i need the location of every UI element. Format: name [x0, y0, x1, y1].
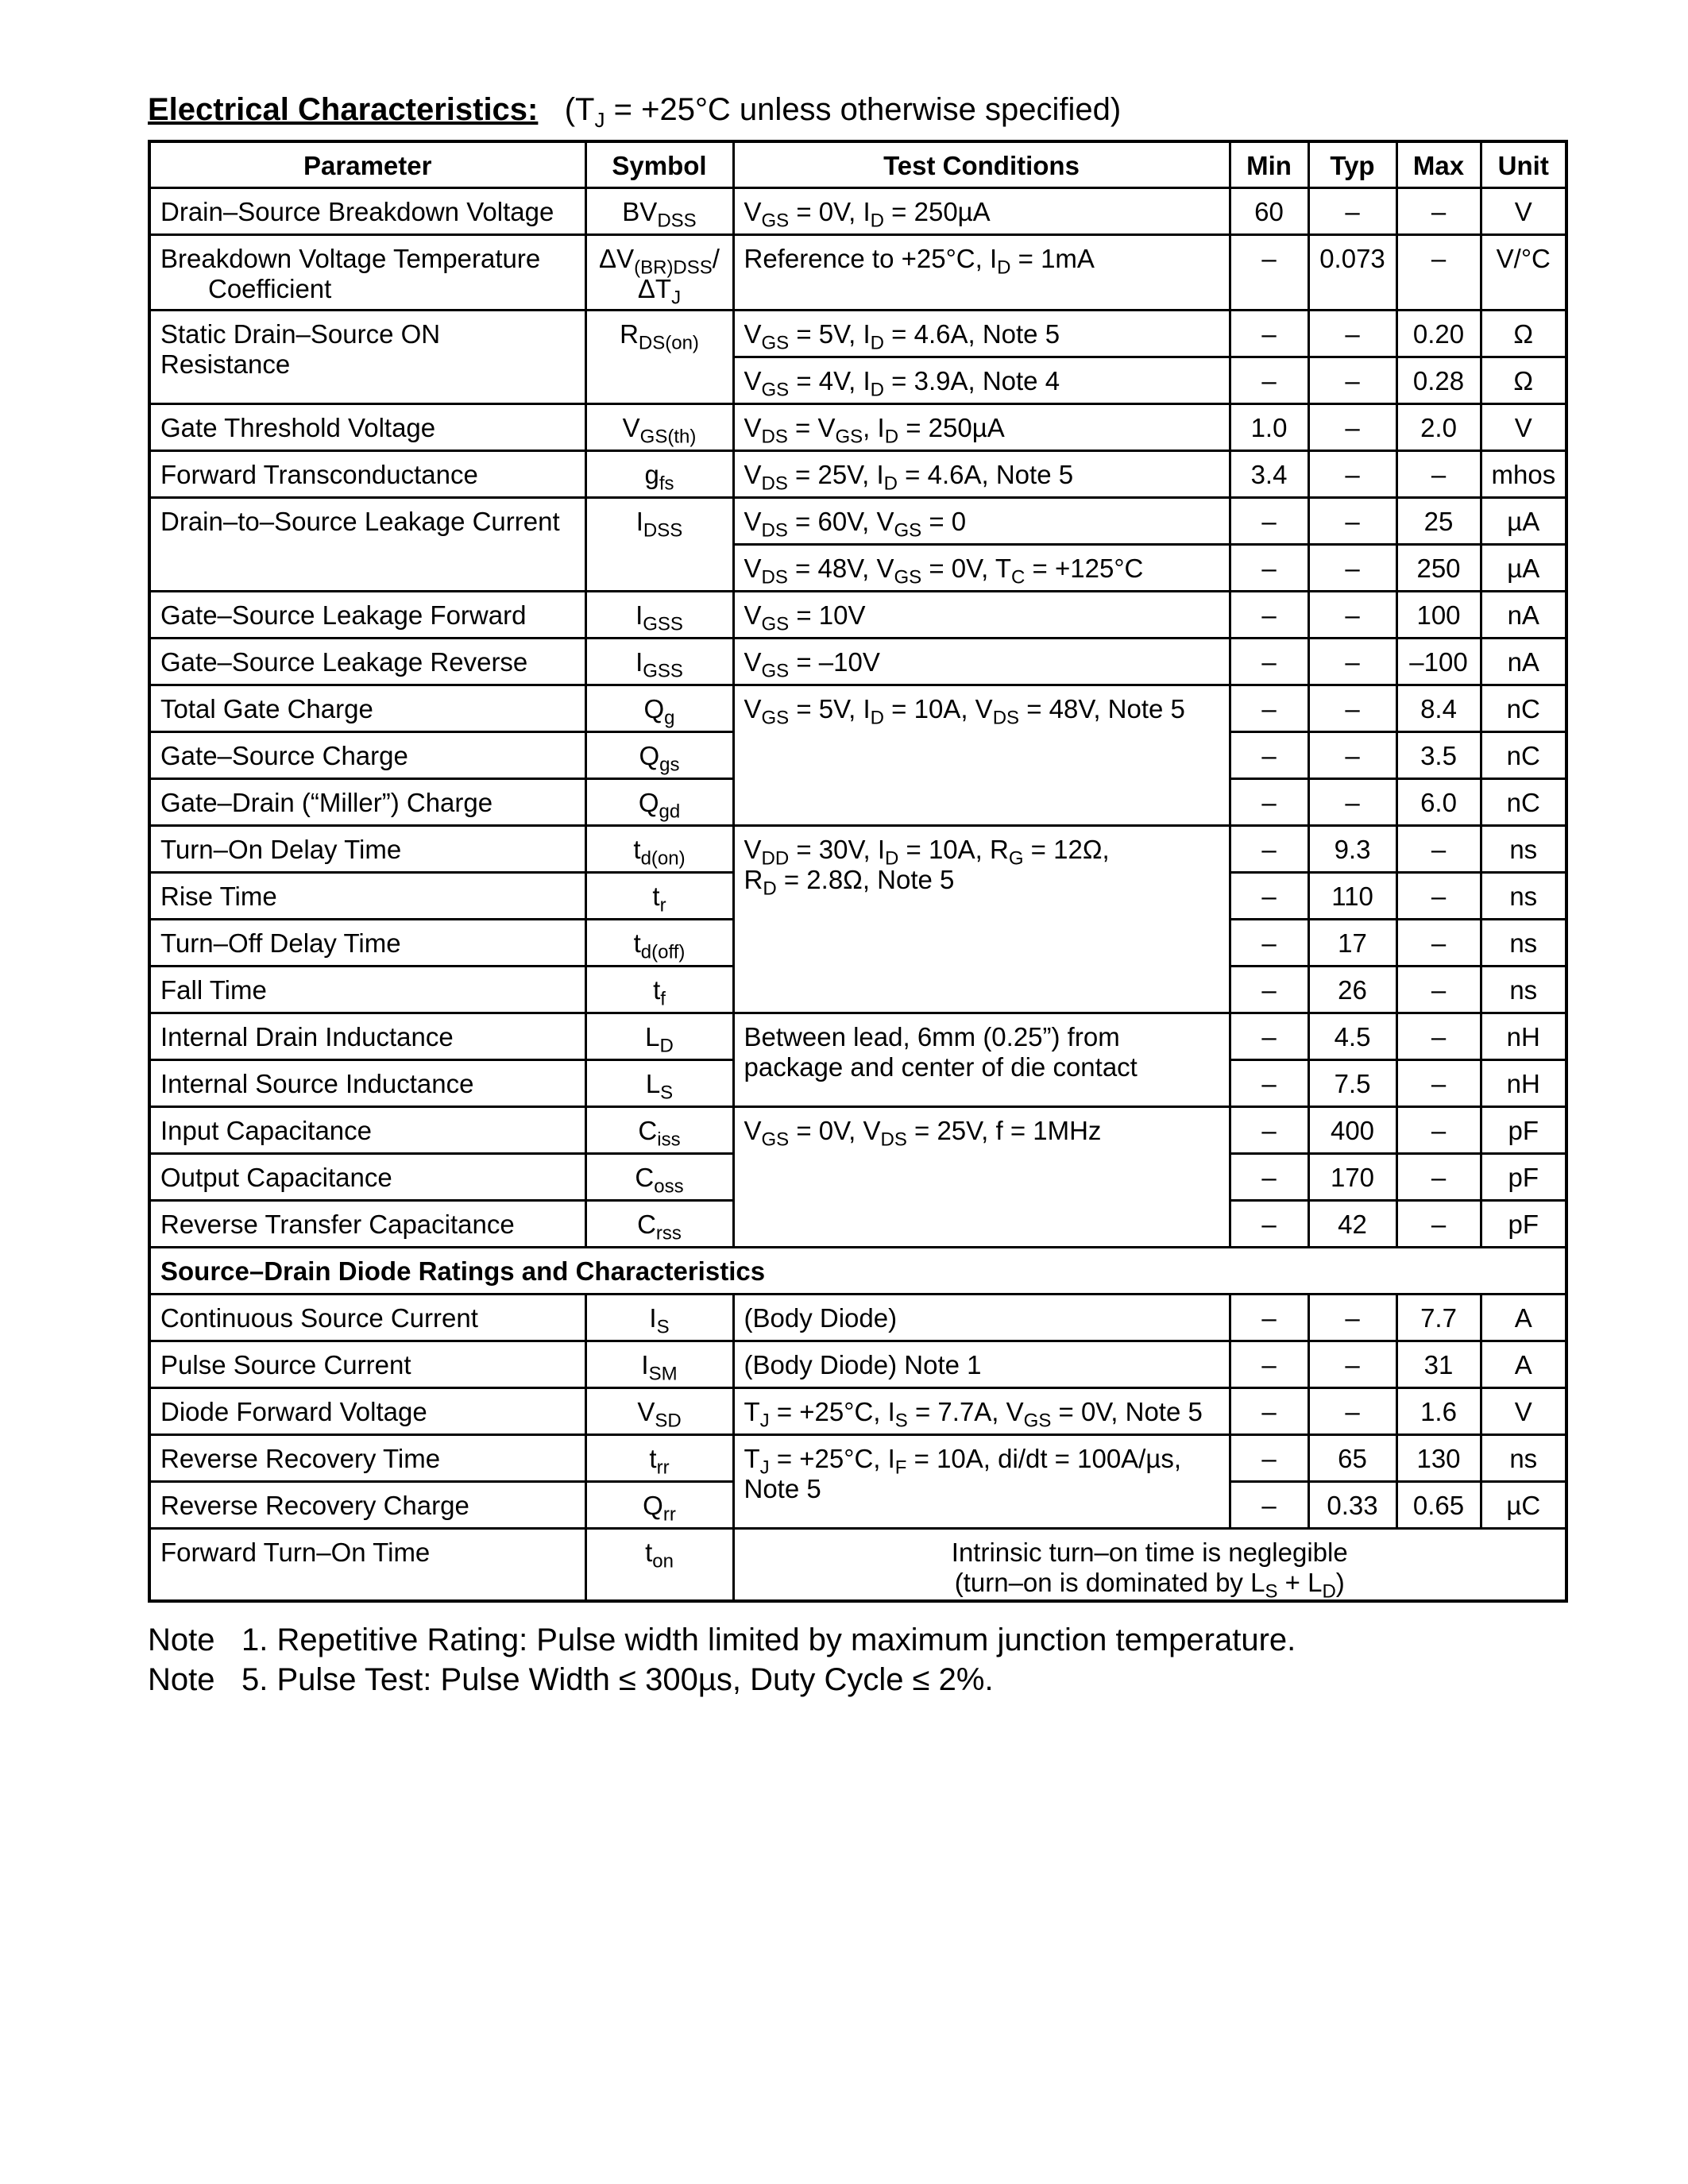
table-row: [149, 450, 1566, 497]
max-cell: 1.6: [1396, 1387, 1481, 1434]
min-cell: –: [1230, 825, 1308, 872]
min-cell: –: [1230, 1434, 1308, 1481]
condition-cell: $V_{DD} = 30V$, $I_D = 10A$, $R_G = 12\Omega$, $R_D = 2.8\Omega$, Note 5: [733, 825, 1230, 1013]
typ-cell: –: [1308, 1341, 1396, 1387]
unit-cell: pF: [1481, 1106, 1566, 1153]
symbol-cell: $V_{GS(th)}$: [585, 403, 733, 450]
min-cell: –: [1230, 1200, 1308, 1247]
max-cell: –: [1396, 919, 1481, 966]
max-cell: 8.4: [1396, 685, 1481, 731]
symbol-cell: $C_{iss}$: [585, 1106, 733, 1153]
condition-cell: $V_{DS} = 60V$, $V_{GS} = 0$: [733, 497, 1230, 544]
min-cell: 1.0: [1230, 403, 1308, 450]
max-cell: –: [1396, 234, 1481, 310]
unit-cell: µC: [1481, 1481, 1566, 1528]
condition-cell: $V_{GS} = 0V$, $I_D = 250\mu A$: [733, 187, 1230, 234]
param-cell: Reverse Transfer Capacitance: [149, 1200, 585, 1247]
header-typ: Typ: [1308, 141, 1396, 187]
typ-cell: –: [1308, 403, 1396, 450]
symbol-cell: $I_{GSS}$: [585, 591, 733, 638]
min-cell: –: [1230, 1481, 1308, 1528]
unit-cell: µA: [1481, 544, 1566, 591]
typ-cell: 110: [1308, 872, 1396, 919]
condition-cell: $V_{GS} = 10V$: [733, 591, 1230, 638]
section-row: [149, 1247, 1566, 1294]
note-5: Note 5. Pulse Test: Pulse Width ≤ 300µs, Duty Cycle ≤ 2%.: [148, 1662, 994, 1697]
max-cell: –: [1396, 1153, 1481, 1200]
param-cell: Input Capacitance: [149, 1106, 585, 1153]
condition-cell: (Body Diode) Note 1: [733, 1341, 1230, 1387]
typ-cell: 170: [1308, 1153, 1396, 1200]
param-cell: Internal Drain Inductance: [149, 1013, 585, 1059]
header-parameter: Parameter: [149, 141, 585, 187]
symbol-cell: $t_r$: [585, 872, 733, 919]
condition-cell: $V_{GS} = -10V$: [733, 638, 1230, 685]
section-heading: [148, 89, 1121, 141]
min-cell: –: [1230, 1059, 1308, 1106]
param-cell: Pulse Source Current: [149, 1341, 585, 1387]
unit-cell: V: [1481, 187, 1566, 234]
symbol-cell: $Q_{gd}$: [585, 778, 733, 825]
unit-cell: Ω: [1481, 310, 1566, 357]
symbol-cell: $Q_g$: [585, 685, 733, 731]
unit-cell: ns: [1481, 1434, 1566, 1481]
param-cell: Fall Time: [149, 966, 585, 1013]
param-cell: Drain–to–Source Leakage Current: [149, 497, 585, 591]
table-row: [149, 1434, 1566, 1481]
symbol-cell: $I_{DSS}$: [585, 497, 733, 591]
param-cell: Rise Time: [149, 872, 585, 919]
unit-cell: pF: [1481, 1200, 1566, 1247]
unit-cell: nA: [1481, 638, 1566, 685]
typ-cell: –: [1308, 310, 1396, 357]
max-cell: 2.0: [1396, 403, 1481, 450]
min-cell: –: [1230, 357, 1308, 403]
note-1: Note 1. Repetitive Rating: Pulse width limited by maximum junction temperature.: [148, 1623, 1296, 1657]
param-cell: Reverse Recovery Charge: [149, 1481, 585, 1528]
table-row: [149, 638, 1566, 685]
min-cell: –: [1230, 497, 1308, 544]
condition-cell: $V_{DS} = V_{GS}$, $I_D = 250\mu A$: [733, 403, 1230, 450]
section-title: Source–Drain Diode Ratings and Characteristics: [149, 1247, 1566, 1294]
min-cell: –: [1230, 731, 1308, 778]
min-cell: –: [1230, 966, 1308, 1013]
typ-cell: –: [1308, 497, 1396, 544]
unit-cell: V: [1481, 403, 1566, 450]
param-cell: Output Capacitance: [149, 1153, 585, 1200]
typ-cell: –: [1308, 357, 1396, 403]
symbol-cell: $g_{fs}$: [585, 450, 733, 497]
max-cell: 100: [1396, 591, 1481, 638]
max-cell: 0.20: [1396, 310, 1481, 357]
max-cell: 250: [1396, 544, 1481, 591]
min-cell: –: [1230, 872, 1308, 919]
max-cell: 130: [1396, 1434, 1481, 1481]
unit-cell: V: [1481, 1387, 1566, 1434]
max-cell: 3.5: [1396, 731, 1481, 778]
table-row: [149, 825, 1566, 872]
unit-cell: nA: [1481, 591, 1566, 638]
max-cell: –100: [1396, 638, 1481, 685]
symbol-cell: $C_{oss}$: [585, 1153, 733, 1200]
min-cell: –: [1230, 1387, 1308, 1434]
symbol-cell: $L_S$: [585, 1059, 733, 1106]
typ-cell: 9.3: [1308, 825, 1396, 872]
symbol-cell: $Q_{gs}$: [585, 731, 733, 778]
max-cell: –: [1396, 1106, 1481, 1153]
unit-cell: nC: [1481, 731, 1566, 778]
unit-cell: V/°C: [1481, 234, 1566, 310]
condition-cell: $T_J = +25^\circ C$, $I_F = 10A$, di/dt = 100A/µs, Note 5: [733, 1434, 1230, 1528]
condition-cell: Between lead, 6mm (0.25”) from package and center of die contact: [733, 1013, 1230, 1106]
typ-cell: –: [1308, 685, 1396, 731]
typ-cell: –: [1308, 450, 1396, 497]
condition-cell: $V_{GS} = 4V$, $I_D = 3.9A$, Note 4: [733, 357, 1230, 403]
condition-cell: $V_{GS} = 5V$, $I_D = 10A$, $V_{DS} = 48V$, Note 5: [733, 685, 1230, 825]
param-cell: Internal Source Inductance: [149, 1059, 585, 1106]
table-row: [149, 403, 1566, 450]
min-cell: –: [1230, 1294, 1308, 1341]
unit-cell: nH: [1481, 1059, 1566, 1106]
unit-cell: nC: [1481, 685, 1566, 731]
table-row: [149, 187, 1566, 234]
symbol-cell: $I_S$: [585, 1294, 733, 1341]
min-cell: –: [1230, 310, 1308, 357]
max-cell: –: [1396, 1200, 1481, 1247]
param-cell: Breakdown Voltage Temperature Coefficient: [149, 234, 585, 310]
condition-cell: $T_J = +25^\circ C$, $I_S = 7.7A$, $V_{GS} = 0V$, Note 5: [733, 1387, 1230, 1434]
table-row: [149, 1013, 1566, 1059]
max-cell: –: [1396, 966, 1481, 1013]
max-cell: –: [1396, 187, 1481, 234]
symbol-cell: $Q_{rr}$: [585, 1481, 733, 1528]
max-cell: –: [1396, 872, 1481, 919]
table-row: [149, 497, 1566, 544]
table-header-row: [149, 141, 1566, 187]
symbol-cell: $I_{SM}$: [585, 1341, 733, 1387]
typ-cell: –: [1308, 187, 1396, 234]
param-cell: Gate–Source Charge: [149, 731, 585, 778]
unit-cell: pF: [1481, 1153, 1566, 1200]
header-min: Min: [1230, 141, 1308, 187]
max-cell: –: [1396, 825, 1481, 872]
param-cell: Diode Forward Voltage: [149, 1387, 585, 1434]
symbol-cell: $\Delta V_{(BR)DSS}/$ $\Delta T_J$: [585, 234, 733, 310]
min-cell: 60: [1230, 187, 1308, 234]
condition-cell: $V_{GS} = 5V$, $I_D = 4.6A$, Note 5: [733, 310, 1230, 357]
typ-cell: –: [1308, 638, 1396, 685]
param-cell: Forward Turn–On Time: [149, 1528, 585, 1601]
typ-cell: 17: [1308, 919, 1396, 966]
table-row: [149, 1106, 1566, 1153]
max-cell: –: [1396, 1059, 1481, 1106]
max-cell: 0.65: [1396, 1481, 1481, 1528]
electrical-characteristics-table: [148, 140, 1568, 1603]
min-cell: –: [1230, 919, 1308, 966]
table-row: [149, 685, 1566, 731]
param-cell: Continuous Source Current: [149, 1294, 585, 1341]
symbol-cell: $L_D$: [585, 1013, 733, 1059]
min-cell: –: [1230, 685, 1308, 731]
header-unit: Unit: [1481, 141, 1566, 187]
typ-cell: 42: [1308, 1200, 1396, 1247]
typ-cell: 7.5: [1308, 1059, 1396, 1106]
max-cell: 31: [1396, 1341, 1481, 1387]
param-cell: Turn–On Delay Time: [149, 825, 585, 872]
typ-cell: –: [1308, 731, 1396, 778]
unit-cell: mhos: [1481, 450, 1566, 497]
condition-cell: Reference to +25°C, $I_D = 1mA$: [733, 234, 1230, 310]
min-cell: –: [1230, 1106, 1308, 1153]
max-cell: 25: [1396, 497, 1481, 544]
unit-cell: ns: [1481, 966, 1566, 1013]
max-cell: –: [1396, 450, 1481, 497]
symbol-cell: $t_{rr}$: [585, 1434, 733, 1481]
condition-cell: $V_{GS} = 0V$, $V_{DS} = 25V$, f = 1MHz: [733, 1106, 1230, 1247]
condition-cell: Intrinsic turn–on time is neglegible (turn–on is dominated by $L_S + L_D$): [733, 1528, 1566, 1601]
typ-cell: 4.5: [1308, 1013, 1396, 1059]
typ-cell: –: [1308, 1294, 1396, 1341]
typ-cell: 400: [1308, 1106, 1396, 1153]
typ-cell: 65: [1308, 1434, 1396, 1481]
unit-cell: A: [1481, 1294, 1566, 1341]
notes: [148, 1620, 1296, 1700]
param-cell: Gate–Source Leakage Forward: [149, 591, 585, 638]
typ-cell: 26: [1308, 966, 1396, 1013]
min-cell: –: [1230, 1013, 1308, 1059]
min-cell: –: [1230, 234, 1308, 310]
param-cell: Forward Transconductance: [149, 450, 585, 497]
symbol-cell: $t_{d(off)}$: [585, 919, 733, 966]
symbol-cell: $V_{SD}$: [585, 1387, 733, 1434]
header-test-conditions: Test Conditions: [733, 141, 1230, 187]
symbol-cell: $BV_{DSS}$: [585, 187, 733, 234]
section-heading-label: Electrical Characteristics:: [148, 92, 539, 127]
table-row: [149, 1341, 1566, 1387]
param-cell: Total Gate Charge: [149, 685, 585, 731]
param-cell: Drain–Source Breakdown Voltage: [149, 187, 585, 234]
table-row: [149, 310, 1566, 357]
param-cell: Reverse Recovery Time: [149, 1434, 585, 1481]
max-cell: 0.28: [1396, 357, 1481, 403]
min-cell: –: [1230, 591, 1308, 638]
section-heading-condition: ($T_J = +25^\circ C$ unless otherwise specified): [564, 92, 1122, 132]
unit-cell: ns: [1481, 872, 1566, 919]
param-cell: Gate–Source Leakage Reverse: [149, 638, 585, 685]
unit-cell: ns: [1481, 825, 1566, 872]
param-cell: Gate–Drain (“Miller”) Charge: [149, 778, 585, 825]
unit-cell: Ω: [1481, 357, 1566, 403]
min-cell: –: [1230, 638, 1308, 685]
typ-cell: 0.33: [1308, 1481, 1396, 1528]
max-cell: 6.0: [1396, 778, 1481, 825]
symbol-cell: $t_{d(on)}$: [585, 825, 733, 872]
header-symbol: Symbol: [585, 141, 733, 187]
unit-cell: µA: [1481, 497, 1566, 544]
min-cell: –: [1230, 1341, 1308, 1387]
condition-cell: (Body Diode): [733, 1294, 1230, 1341]
typ-cell: –: [1308, 1387, 1396, 1434]
min-cell: –: [1230, 1153, 1308, 1200]
symbol-cell: $R_{DS(on)}$: [585, 310, 733, 403]
typ-cell: 0.073: [1308, 234, 1396, 310]
symbol-cell: $I_{GSS}$: [585, 638, 733, 685]
typ-cell: –: [1308, 591, 1396, 638]
table-row: [149, 1387, 1566, 1434]
param-cell: Gate Threshold Voltage: [149, 403, 585, 450]
min-cell: –: [1230, 544, 1308, 591]
param-cell: Static Drain–Source ON Resistance: [149, 310, 585, 403]
header-max: Max: [1396, 141, 1481, 187]
typ-cell: –: [1308, 544, 1396, 591]
unit-cell: nH: [1481, 1013, 1566, 1059]
condition-cell: $V_{DS} = 48V$, $V_{GS} = 0V$, $T_C = +125^\circ C$: [733, 544, 1230, 591]
typ-cell: –: [1308, 778, 1396, 825]
table-row: [149, 591, 1566, 638]
max-cell: 7.7: [1396, 1294, 1481, 1341]
symbol-cell: $t_{on}$: [585, 1528, 733, 1601]
unit-cell: A: [1481, 1341, 1566, 1387]
unit-cell: nC: [1481, 778, 1566, 825]
min-cell: –: [1230, 778, 1308, 825]
table-row: [149, 1294, 1566, 1341]
condition-cell: $V_{DS} = 25V$, $I_D = 4.6A$, Note 5: [733, 450, 1230, 497]
max-cell: –: [1396, 1013, 1481, 1059]
symbol-cell: $C_{rss}$: [585, 1200, 733, 1247]
unit-cell: ns: [1481, 919, 1566, 966]
param-cell: Turn–Off Delay Time: [149, 919, 585, 966]
min-cell: 3.4: [1230, 450, 1308, 497]
symbol-cell: $t_f$: [585, 966, 733, 1013]
table-row: [149, 1528, 1566, 1601]
table-row: [149, 234, 1566, 310]
